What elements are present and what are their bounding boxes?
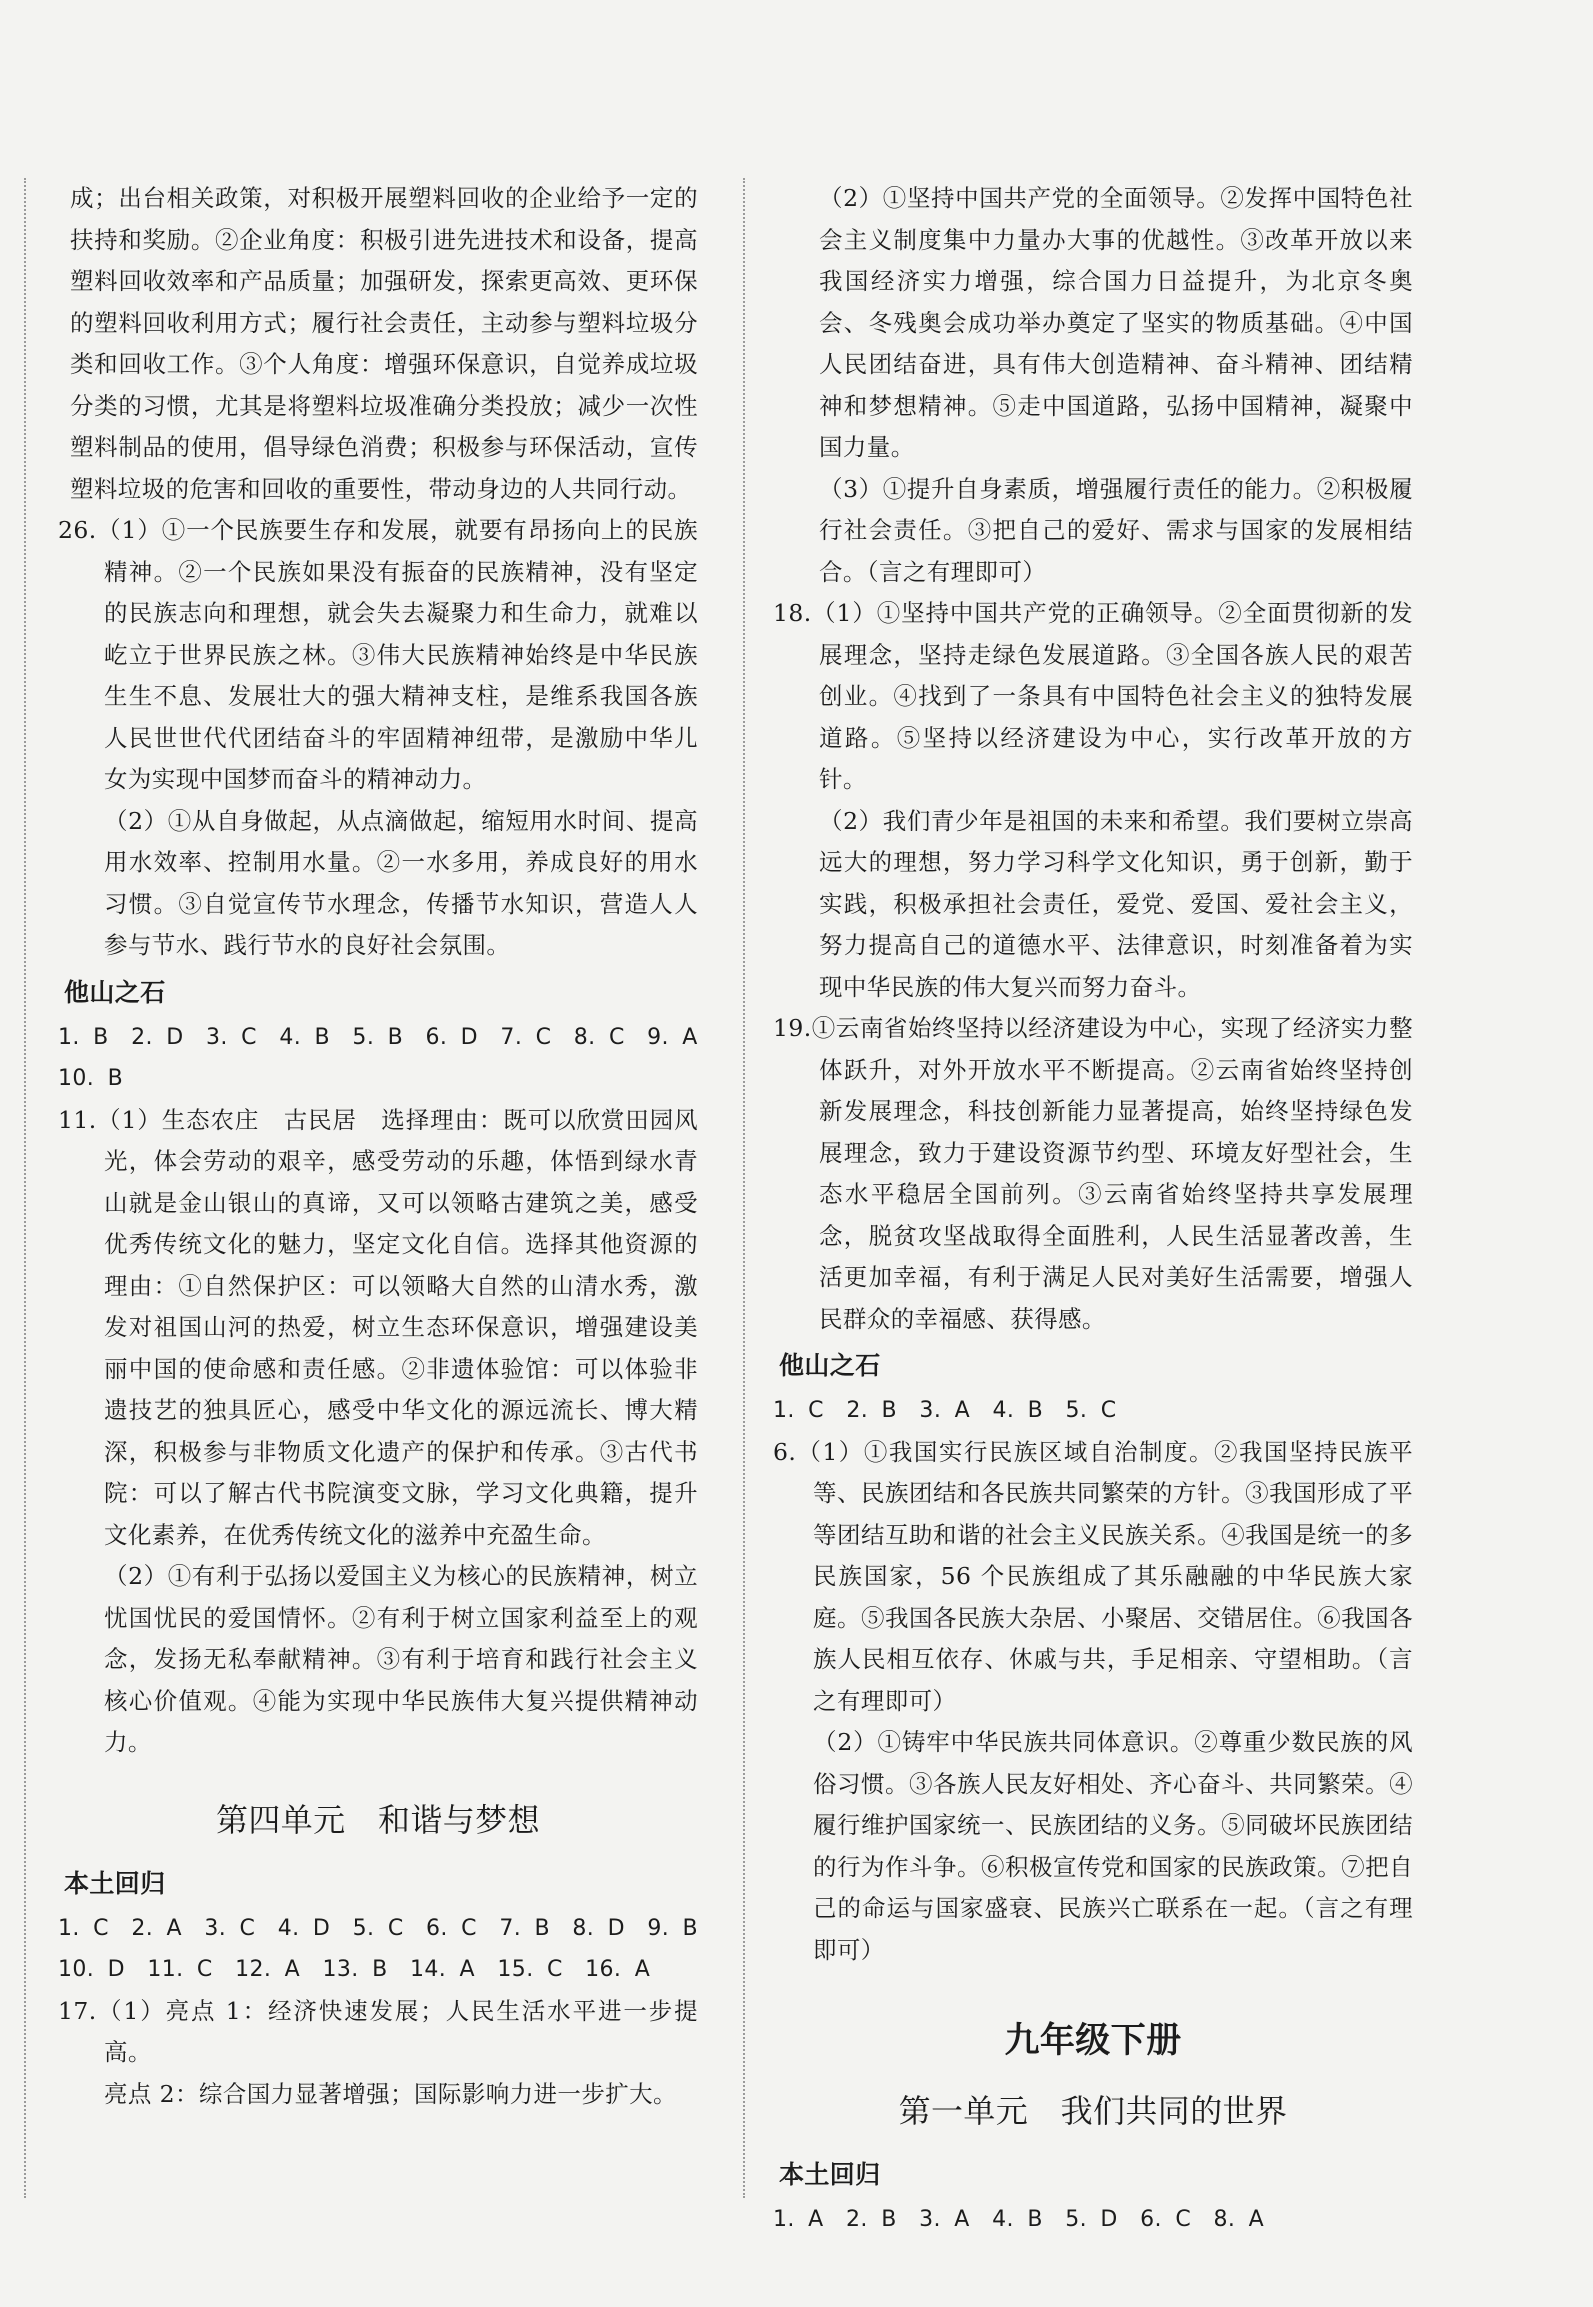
q19: 19.①云南省始终坚持以经济建设为中心，实现了经济实力整体跃升，对外开放水平不断提高。②云南省始终坚持创新发展理念，科技创新能力显著提高，始终坚持绿色发展理念，致力于建设资源节约型、环境友好型社会，生态水平稳居全国前列。③云南省始终坚持共享发展理念，脱贫攻坚战取得全面胜利，人民生活显著改善，生活更加幸福，有利于满足人民对美好生活需要，增强人民群众的幸福感、获得感。 — [773, 1014, 1413, 1333]
answer-list: 1. C 2. A 3. C 4. D 5. C 6. C 7. B 8. D 9. B — [58, 1915, 699, 1941]
right-column — [773, 178, 1413, 2241]
answer-list: 10. D 11. C 12. A 13. B 14. A 15. C 16. A — [58, 1957, 651, 1982]
answer-list: 1. A 2. B 3. A 4. B 5. D 6. C 8. A — [773, 2207, 1265, 2232]
q17-part1-line2: 亮点 2：综合国力显著增强；国际影响力进一步扩大。 — [104, 2079, 677, 2108]
section-heading-bentu: 本土回归 — [64, 1868, 166, 1898]
q18-part1: 18.（1）①坚持中国共产党的正确领导。②全面贯彻新的发展理念，坚持走绿色发展道路。③全国各族人民的艰苦创业。④找到了一条具有中国特色社会主义的独特发展道路。⑤坚持以经济建设为中心，实行改革开放的方针。 — [773, 599, 1413, 793]
unit-title: 第一单元 我们共同的世界 — [898, 2092, 1288, 2130]
answer-list: 1. C 2. B 3. A 4. B 5. C — [773, 1398, 1117, 1423]
section-heading-tashan: 他山之石 — [64, 977, 166, 1007]
q17-part2: （2）①坚持中国共产党的全面领导。②发挥中国特色社会主义制度集中力量办大事的优越性。③改革开放以来我国经济实力增强，综合国力日益提升，为北京冬奥会、冬残奥会成功举办奠定了坚实的物质基础。④中国人民团结奋进，具有伟大创造精神、奋斗精神、团结精神和梦想精神。⑤走中国道路，弘扬中国精神，凝聚中国力量。 — [819, 184, 1413, 461]
q18-part2: （2）我们青少年是祖国的未来和希望。我们要树立崇高远大的理想，努力学习科学文化知识，勇于创新，勤于实践，积极承担社会责任，爱党、爱国、爱社会主义，努力提高自己的道德水平、法律意识，时刻准备着为实现中华民族的伟大复兴而努力奋斗。 — [819, 806, 1413, 1001]
unit-title: 第四单元 和谐与梦想 — [215, 1800, 540, 1839]
left-margin-divider — [24, 178, 26, 2198]
column-divider — [743, 178, 745, 2198]
q25-continuation: 成；出台相关政策，对积极开展塑料回收的企业给予一定的扶持和奖励。②企业角度：积极引进先进技术和设备，提高塑料回收效率和产品质量；加强研发，探索更高效、更环保的塑料回收利用方式；履行社会责任，主动参与塑料垃圾分类和回收工作。③个人角度：增强环保意识，自觉养成垃圾分类的习惯，尤其是将塑料垃圾准确分类投放；减少一次性塑料制品的使用，倡导绿色消费；积极参与环保活动，宣传塑料垃圾的危害和回收的重要性，带动身边的人共同行动。 — [70, 184, 698, 503]
q6-part1: 6.（1）①我国实行民族区域自治制度。②我国坚持民族平等、民族团结和各民族共同繁荣的方针。③我国形成了平等团结互助和谐的社会主义民族关系。④我国是统一的多民族国家，56 个民族组成了其乐融融的中华民族大家庭。⑤我国各民族大杂居、小聚居、交错居住。⑥我国各族人民相互依存、休戚与共，手足相亲、守望相助。（言之有理即可） — [773, 1437, 1413, 1715]
section-heading-tashan: 他山之石 — [779, 1351, 881, 1380]
section-heading-bentu: 本土回归 — [779, 2160, 881, 2189]
answer-list: 10. B — [58, 1066, 124, 1091]
q26-part2: （2）①从自身做起，从点滴做起，缩短用水时间、提高用水效率、控制用水量。②一水多用，养成良好的用水习惯。③自觉宣传节水理念，传播节水知识，营造人人参与节水、践行节水的良好社会氛围。 — [104, 806, 698, 959]
q6-part2: （2）①铸牢中华民族共同体意识。②尊重少数民族的风俗习惯。③各族人民友好相处、齐心奋斗、共同繁荣。④履行维护国家统一、民族团结的义务。⑤同破坏民族团结的行为作斗争。⑥积极宣传党和国家的民族政策。⑦把自己的命运与国家盛衰、民族兴亡联系在一起。（言之有理即可） — [813, 1728, 1413, 1964]
q17-part3: （3）①提升自身素质，增强履行责任的能力。②积极履行社会责任。③把自己的爱好、需求与国家的发展相结合。（言之有理即可） — [819, 474, 1413, 586]
q17-part1: 17.（1）亮点 1：经济快速发展；人民生活水平进一步提高。 — [58, 1996, 698, 2066]
q11-part1: 11.（1）生态农庄 古民居 选择理由：既可以欣赏田园风光，体会劳动的艰辛，感受劳动的乐趣，体悟到绿水青山就是金山银山的真谛，又可以领略古建筑之美，感受优秀传统文化的魅力，坚定文化自信。选择其他资源的理由：①自然保护区：可以领略大自然的山清水秀，激发对祖国山河的热爱，树立生态环保意识，增强建设美丽中国的使命感和责任感。②非遗体验馆：可以体验非遗技艺的独具匠心，感受中华文化的源远流长、博大精深，积极参与非物质文化遗产的保护和传承。③古代书院：可以了解古代书院演变文脉，学习文化典籍，提升文化素养，在优秀传统文化的滋养中充盈生命。 — [58, 1105, 698, 1549]
q11-part2: （2）①有利于弘扬以爱国主义为核心的民族精神，树立忧国忧民的爱国情怀。②有利于树立国家利益至上的观念，发扬无私奉献精神。③有利于培育和践行社会主义核心价值观。④能为实现中华民族伟大复兴提供精神动力。 — [104, 1562, 698, 1756]
grade-title: 九年级下册 — [1004, 2021, 1182, 2061]
left-column — [58, 178, 698, 2115]
q26-part1: 26.（1）①一个民族要生存和发展，就要有昂扬向上的民族精神。②一个民族如果没有振奋的民族精神，没有坚定的民族志向和理想，就会失去凝聚力和生命力，就难以屹立于世界民族之林。③伟大民族精神始终是中华民族生生不息、发展壮大的强大精神支柱，是维系我国各族人民世世代代团结奋斗的牢固精神纽带，是激励中华儿女为实现中国梦而奋斗的精神动力。 — [58, 516, 698, 793]
answer-list: 1. B 2. D 3. C 4. B 5. B 6. D 7. C 8. C 9. A — [58, 1024, 698, 1050]
